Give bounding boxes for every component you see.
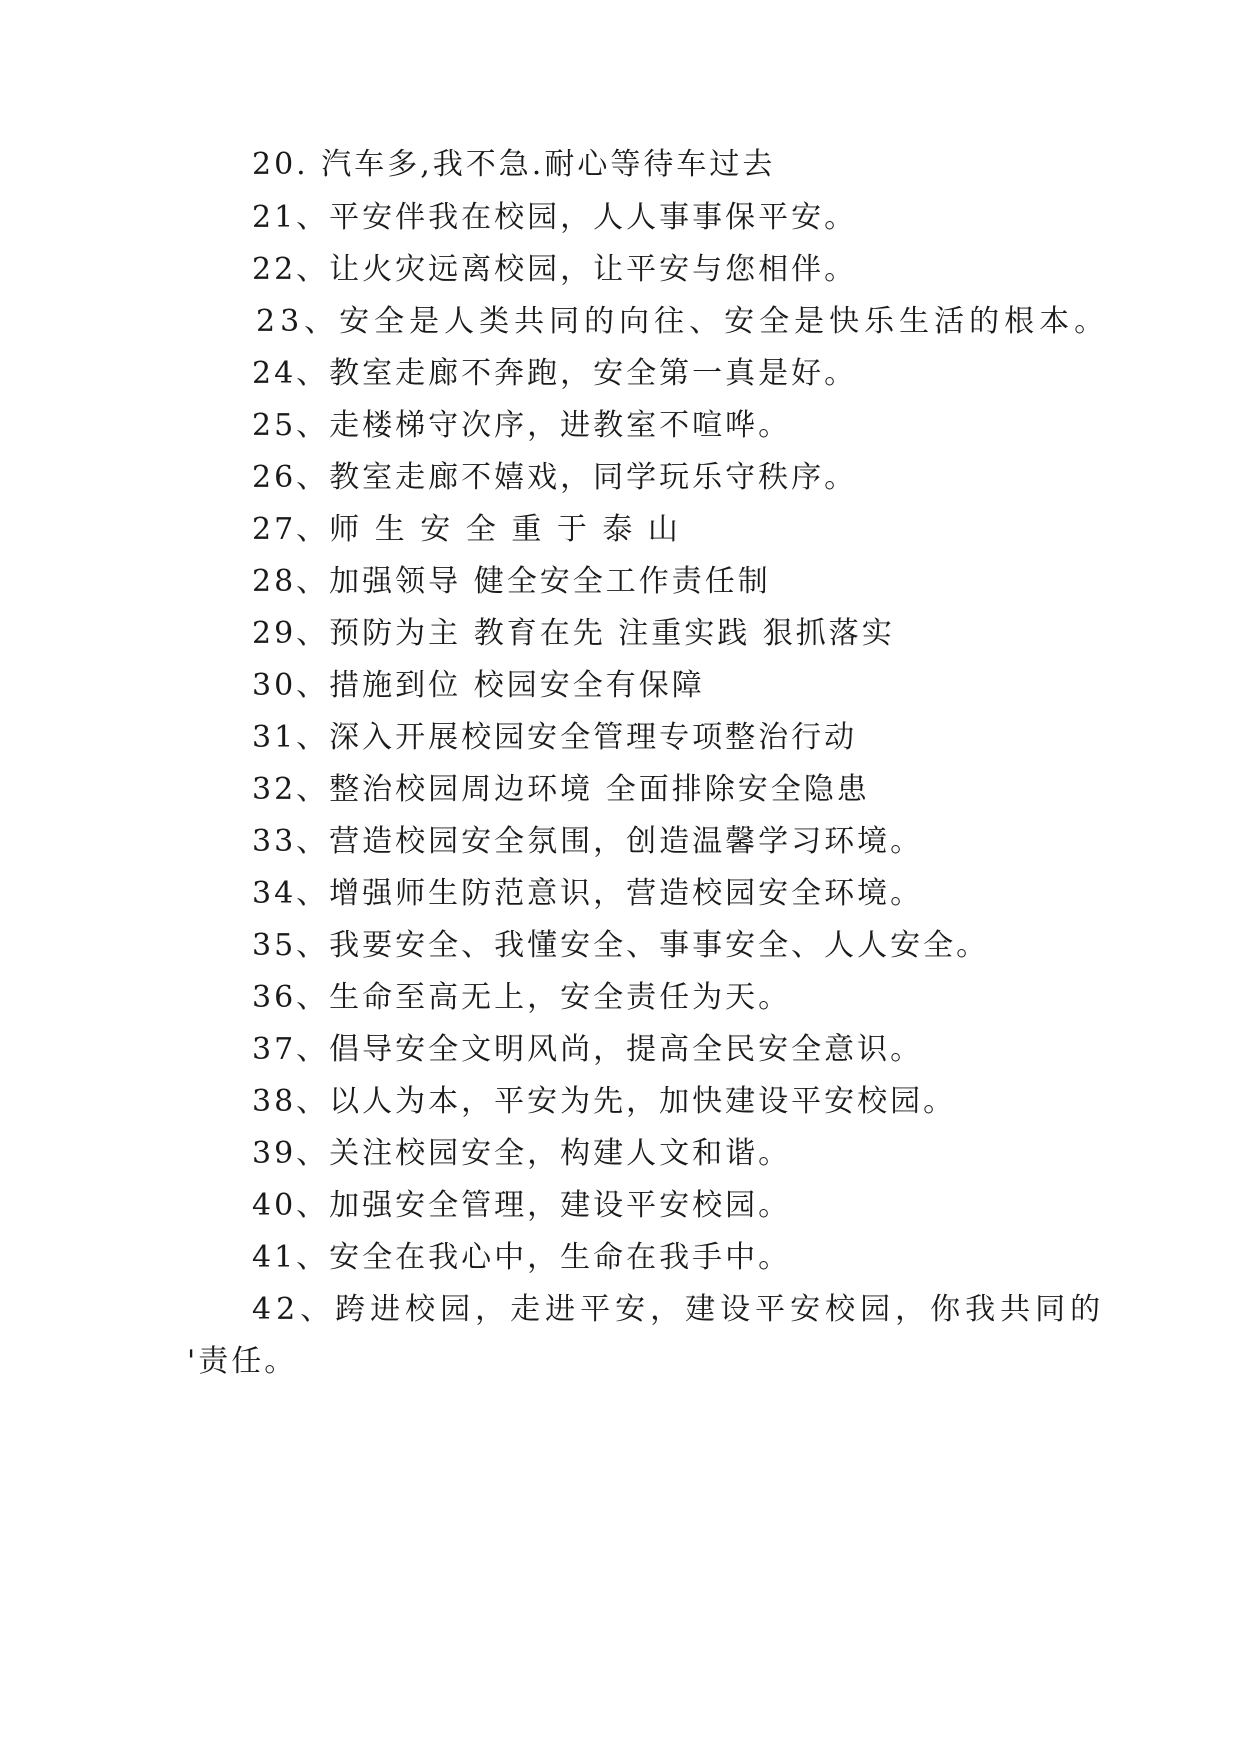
slogan-line-23: 23、安全是人类共同的向往、安全是快乐生活的根本。 [256, 304, 1110, 339]
slogan-line-22: 22、让火灾远离校园，让平安与您相伴。 [252, 252, 858, 287]
slogan-line-26: 26、教室走廊不嬉戏，同学玩乐守秩序。 [252, 460, 858, 495]
slogan-line-21: 21、平安伴我在校园，人人事事保平安。 [252, 200, 858, 235]
slogan-line-39: 39、关注校园安全，构建人文和谐。 [252, 1136, 792, 1171]
slogan-line-41: 41、安全在我心中，生命在我手中。 [252, 1240, 792, 1275]
slogan-line-32: 32、整治校园周边环境 全面排除安全隐患 [252, 772, 870, 807]
slogan-line-24: 24、教室走廊不奔跑，安全第一真是好。 [252, 356, 858, 391]
slogan-line-38: 38、以人为本，平安为先，加快建设平安校园。 [252, 1084, 957, 1119]
slogan-line-37: 37、倡导安全文明风尚，提高全民安全意识。 [252, 1032, 924, 1067]
slogan-line-28: 28、加强领导 健全安全工作责任制 [252, 564, 771, 599]
slogan-line-29: 29、预防为主 教育在先 注重实践 狠抓落实 [252, 616, 895, 651]
slogan-line-42-continuation: '责任。 [187, 1344, 298, 1379]
slogan-line-20: 20. 汽车多,我不急.耐心等待车过去 [252, 147, 776, 182]
slogan-line-40: 40、加强安全管理，建设平安校园。 [252, 1188, 792, 1223]
slogan-line-25: 25、走楼梯守次序，进教室不喧哗。 [252, 408, 792, 443]
slogan-line-30: 30、措施到位 校园安全有保障 [252, 668, 705, 703]
slogan-line-36: 36、生命至高无上，安全责任为天。 [252, 980, 792, 1015]
slogan-line-42: 42、跨进校园，走进平安，建设平安校园，你我共同的 [252, 1292, 1106, 1327]
slogan-line-34: 34、增强师生防范意识，营造校园安全环境。 [252, 876, 924, 911]
slogan-line-27: 27、师 生 安 全 重 于 泰 山 [252, 512, 681, 547]
slogan-line-31: 31、深入开展校园安全管理专项整治行动 [252, 720, 858, 755]
slogan-line-33: 33、营造校园安全氛围，创造温馨学习环境。 [252, 824, 924, 859]
slogan-line-35: 35、我要安全、我懂安全、事事安全、人人安全。 [252, 928, 990, 963]
